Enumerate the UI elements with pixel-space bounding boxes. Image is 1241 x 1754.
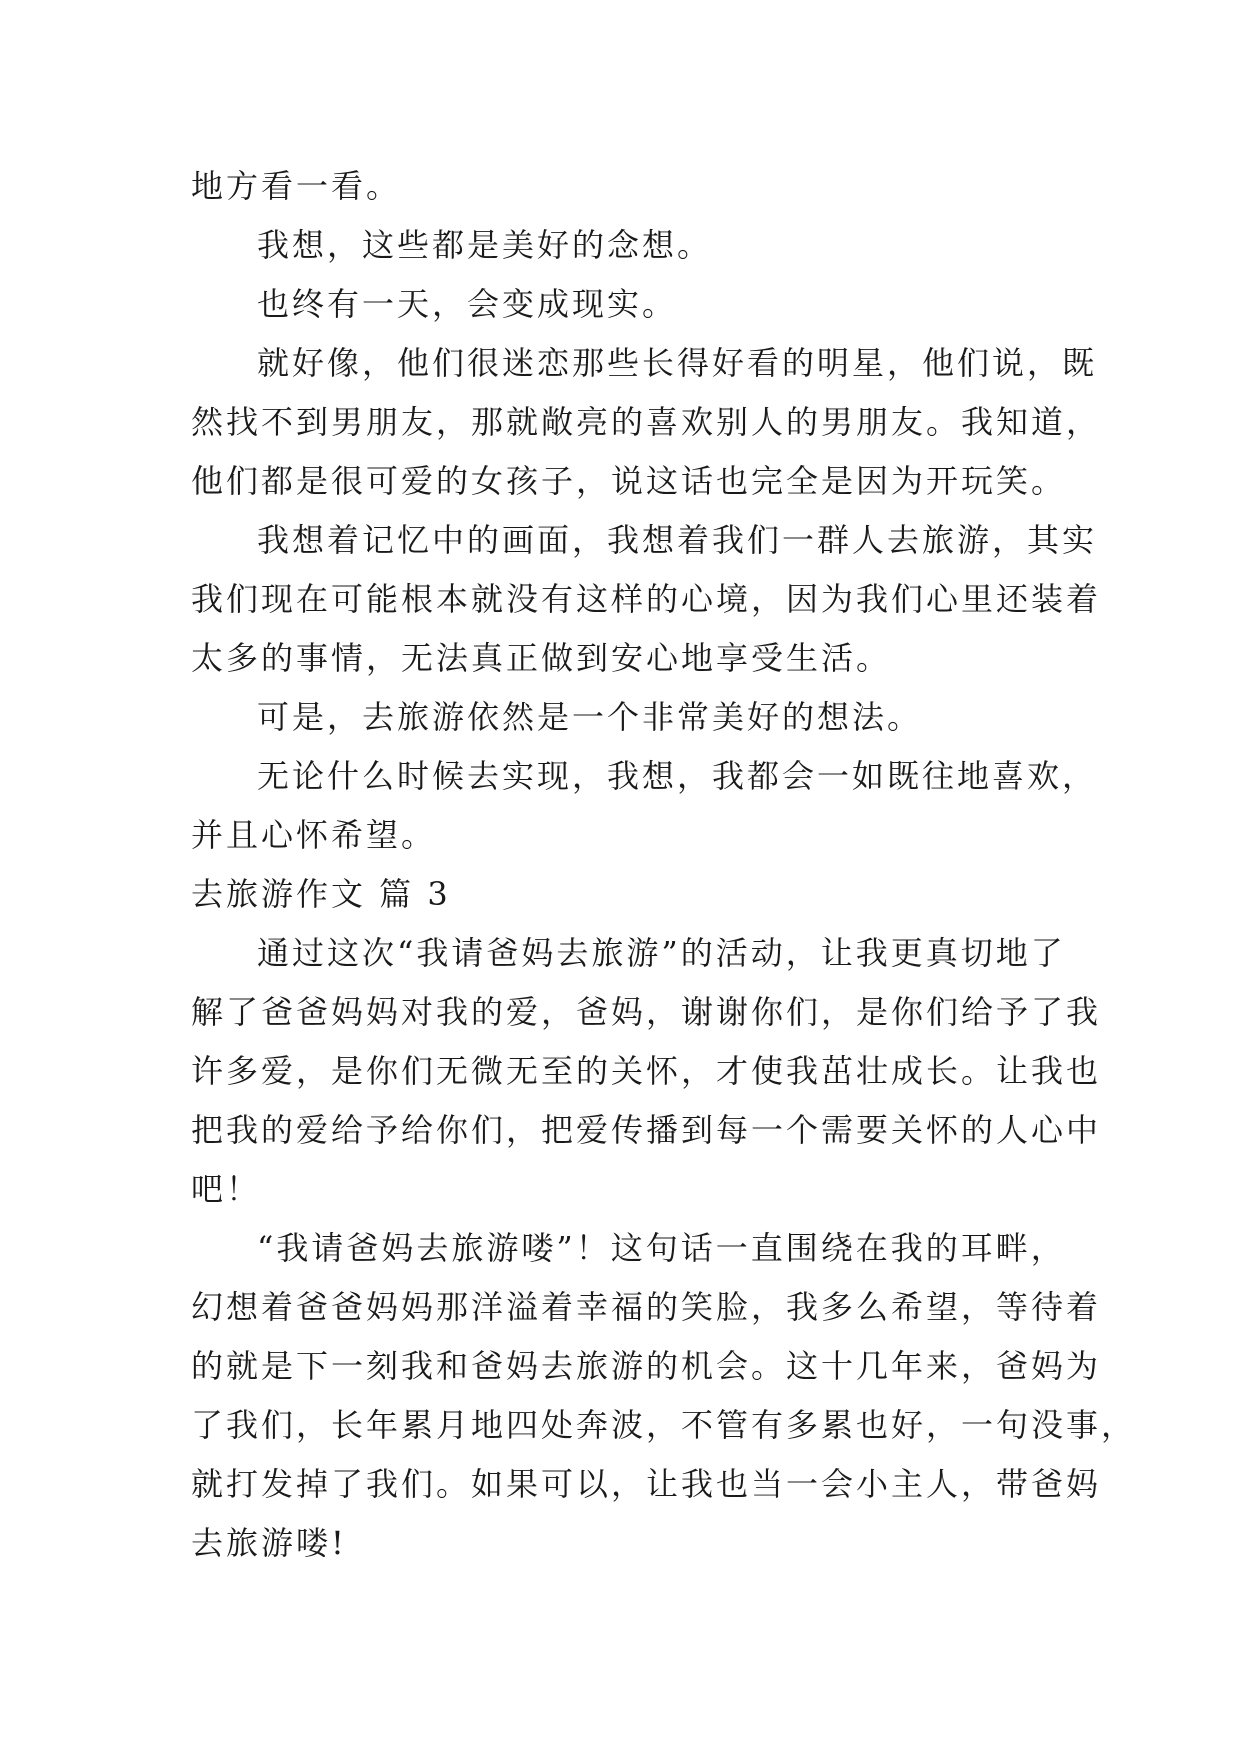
text-line: 然找不到男朋友，那就敞亮的喜欢别人的男朋友。我知道， <box>191 403 1102 441</box>
text-line: 我们现在可能根本就没有这样的心境，因为我们心里还装着 <box>191 580 1102 618</box>
text-line: 的就是下一刻我和爸妈去旅游的机会。这十几年来，爸妈为 <box>191 1347 1102 1385</box>
text-line: 地方看一看。 <box>191 167 402 205</box>
paragraph <box>191 747 1098 865</box>
paragraph <box>191 334 1102 511</box>
paragraph <box>191 511 1102 688</box>
text-line: 也终有一天，会变成现实。 <box>257 285 678 323</box>
text-line: “我请爸妈去旅游喽”！这句话一直围绕在我的耳畔， <box>257 1229 1066 1267</box>
text-line: 我想，这些都是美好的念想。 <box>257 226 713 264</box>
text-line: 了我们，长年累月地四处奔波，不管有多累也好，一句没事， <box>191 1406 1137 1444</box>
paragraph <box>191 924 1102 1219</box>
text-line: 许多爱，是你们无微无至的关怀，才使我茁壮成长。让我也 <box>191 1052 1102 1090</box>
text-line: 可是，去旅游依然是一个非常美好的想法。 <box>257 698 923 736</box>
text-line: 我想着记忆中的画面，我想着我们一群人去旅游，其实 <box>257 521 1098 559</box>
paragraph <box>191 688 1071 747</box>
text-line: 去旅游喽! <box>191 1524 347 1562</box>
text-line: 就打发掉了我们。如果可以，让我也当一会小主人，带爸妈 <box>191 1465 1102 1503</box>
section-heading: 去旅游作文 篇 3 <box>191 875 451 913</box>
text-line: 并且心怀希望。 <box>191 816 437 854</box>
text-line: 太多的事情，无法真正做到安心地享受生活。 <box>191 639 892 677</box>
text-line: 就好像，他们很迷恋那些长得好看的明星，他们说，既 <box>257 344 1098 382</box>
text-line: 通过这次“我请爸妈去旅游”的活动，让我更真切地了 <box>257 934 1066 972</box>
text-line: 解了爸爸妈妈对我的爱，爸妈，谢谢你们，是你们给予了我 <box>191 993 1102 1031</box>
text-line: 吧！ <box>191 1170 262 1208</box>
text-line: 他们都是很可爱的女孩子，说这话也完全是因为开玩笑。 <box>191 462 1067 500</box>
text-line: 幻想着爸爸妈妈那洋溢着幸福的笑脸，我多么希望，等待着 <box>191 1288 1102 1326</box>
text-line: 无论什么时候去实现，我想，我都会一如既往地喜欢， <box>257 757 1098 795</box>
document-body <box>191 157 1137 1573</box>
paragraph <box>191 157 1071 216</box>
paragraph <box>191 275 1071 334</box>
paragraph <box>191 216 1071 275</box>
paragraph <box>191 1219 1137 1573</box>
text-line: 把我的爱给予给你们，把爱传播到每一个需要关怀的人心中 <box>191 1111 1102 1149</box>
